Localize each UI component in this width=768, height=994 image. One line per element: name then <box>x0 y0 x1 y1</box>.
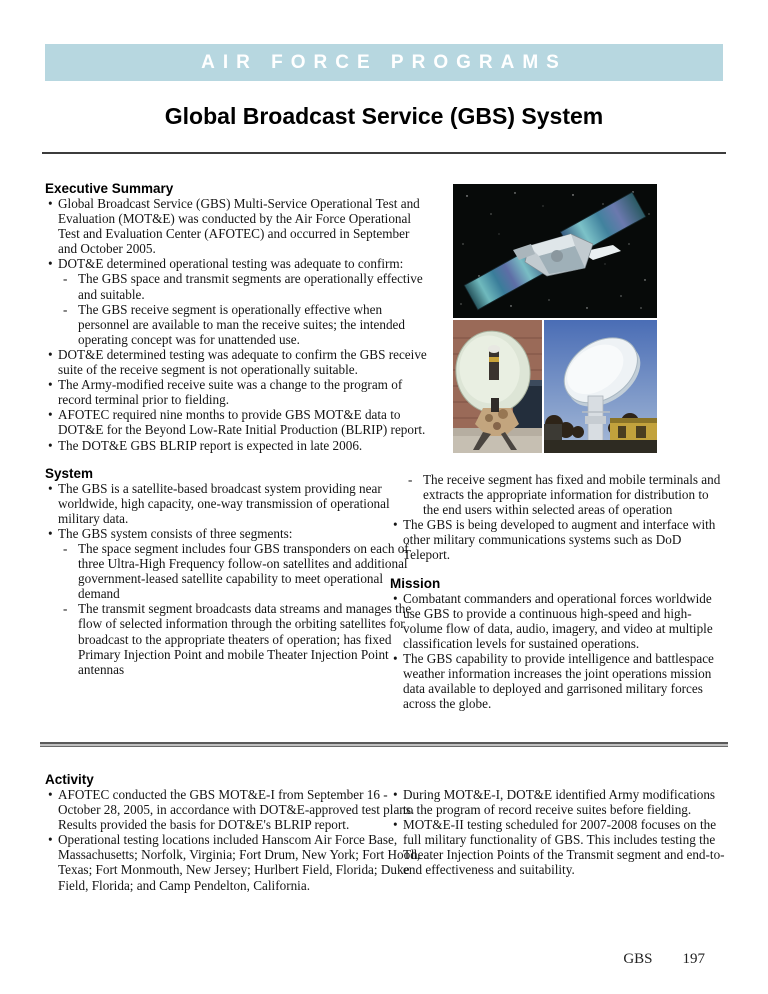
bullet-marker: • <box>48 407 53 423</box>
dash-marker: - <box>63 540 68 556</box>
dash-marker: - <box>63 271 68 287</box>
horizontal-rule-middle <box>40 742 728 747</box>
list-item-text: AFOTEC conducted the GBS MOT&E-I from September 16 - October 28, 2005, in accordance with DOT&E-approved test plans. Results provided the basis for DOT&E's BLRIP report. <box>58 787 415 833</box>
section-heading-system: System <box>45 465 94 481</box>
bullet-marker: • <box>48 832 53 848</box>
satellite-image <box>453 184 657 318</box>
bullet-marker: • <box>48 787 53 802</box>
mobile-dish-antenna-photo <box>453 320 542 453</box>
list-item <box>390 787 728 817</box>
activity-right-column <box>390 787 728 878</box>
list-item-text: The GBS capability to provide intelligence and battlespace weather information increases the joint operations mission data available to deployed and garrisoned military forces across the globe. <box>403 650 714 712</box>
bullet-marker: • <box>48 196 53 211</box>
list-item <box>45 347 428 377</box>
list-item-text: The space segment includes four GBS transponders on each of three Ultra-High Frequency follow-on satellites and additional government-leased satellite capability to meet operational demand <box>78 540 409 602</box>
list-subitem <box>45 271 428 301</box>
bullet-marker: • <box>48 256 53 272</box>
bullet-marker: • <box>393 517 398 533</box>
list-item-text: During MOT&E-I, DOT&E identified Army modifications to the program of record receive suites before fielding. <box>403 787 716 818</box>
list-subitem <box>45 302 428 347</box>
bullet-marker: • <box>48 377 53 393</box>
list-item-text: The DOT&E GBS BLRIP report is expected in late 2006. <box>58 437 363 453</box>
list-item <box>45 832 428 892</box>
dash-marker: - <box>408 472 413 487</box>
list-item <box>45 787 428 832</box>
list-item-text: The receive segment has fixed and mobile terminals and extracts the appropriate information for distribution to the end users within selected areas of operation <box>423 472 721 518</box>
program-banner <box>45 44 723 81</box>
dash-marker: - <box>63 601 68 617</box>
list-item-text: The transmit segment broadcasts data streams and manages the flow of selected information through the orbiting satellites for broadcast to the appropriate theaters of operation; has fixed Primary Injection Point and mobile Theater Injection Point antennas <box>78 601 412 677</box>
list-item-text: The GBS system consists of three segments: <box>58 525 293 541</box>
list-item-text: The GBS is being developed to augment and interface with other military communications systems such as DoD Teleport. <box>403 517 716 563</box>
list-item <box>45 407 428 437</box>
page-title: Global Broadcast Service (GBS) System <box>164 103 604 129</box>
list-item-text: DOT&E determined operational testing was adequate to confirm: <box>58 256 404 272</box>
list-item <box>45 481 428 526</box>
photo-collage <box>453 184 657 453</box>
list-item <box>45 256 428 271</box>
horizontal-rule-top <box>42 152 726 154</box>
list-item <box>390 817 728 877</box>
bullet-marker: • <box>48 480 53 496</box>
list-item <box>45 438 428 453</box>
section-heading-activity: Activity <box>45 772 94 787</box>
bullet-marker: • <box>48 437 53 453</box>
fixed-dish-antenna-photo <box>544 320 657 453</box>
bullet-marker: • <box>393 817 398 833</box>
list-item-text: AFOTEC required nine months to provide GBS MOT&E data to DOT&E for the Beyond Low-Rate Initial Production (BLRIP) report. <box>58 407 426 438</box>
list-item <box>390 651 728 711</box>
bullet-marker: • <box>393 787 398 802</box>
list-item-text: DOT&E determined testing was adequate to confirm the GBS receive suite of the receive segment is not operationally suitable. <box>58 346 427 378</box>
list-item <box>45 526 428 541</box>
page-footer <box>623 951 705 968</box>
bullet-marker: • <box>393 650 398 666</box>
right-column <box>390 472 728 711</box>
section-heading-executive-summary: Executive Summary <box>45 181 174 196</box>
list-item <box>390 517 728 562</box>
list-subitem <box>45 601 428 676</box>
list-item-text: The Army-modified receive suite was a change to the program of record terminal prior to fielding. <box>58 377 403 408</box>
list-item-text: MOT&E-II testing scheduled for 2007-2008 focuses on the full military functionality of GBS. This includes testing the Theater Injection Points of the Transmit segment and end-to-end effectiveness and suitability. <box>403 817 725 878</box>
section-heading-mission: Mission <box>390 575 441 591</box>
list-item-text: Operational testing locations included Hanscom Air Force Base, Massachusetts; Norfolk, Virginia; Fort Drum, New York; Fort Hood, Texas; Fort Monmouth, New Jersey; Hurlbert Field, Florida; Duke Field, Florida; and Camp Pendelton, California. <box>58 832 421 893</box>
footer-page-number: 197 <box>682 951 705 967</box>
list-item-text: Combatant commanders and operational forces worldwide use GBS to provide a continuous high-speed and high-volume flow of data, audio, imagery, and video at multiple classification levels for sustained operations. <box>403 590 713 651</box>
footer-program-label: GBS <box>623 951 653 967</box>
list-item <box>390 591 728 651</box>
list-item <box>45 196 428 256</box>
list-subitem <box>45 541 428 601</box>
list-subitem <box>390 472 728 517</box>
list-item-text: Global Broadcast Service (GBS) Multi-Service Operational Test and Evaluation (MOT&E) was conducted by the Air Force Operational Test and Evaluation Center (AFOTEC) and occurred in September and October 2005. <box>58 196 420 257</box>
activity-left-column <box>45 772 428 893</box>
list-item-text: The GBS space and transmit segments are operationally effective and suitable. <box>78 271 423 302</box>
list-item-text: The GBS receive segment is operationally effective when personnel are available to man the receive suites; the intended operating concept was for unattended use. <box>78 301 405 347</box>
list-item <box>45 377 428 407</box>
dash-marker: - <box>63 301 68 317</box>
left-column <box>45 181 428 677</box>
bullet-marker: • <box>393 590 398 606</box>
list-item-text: The GBS is a satellite-based broadcast system providing near worldwide, high capacity, one-way transmission of operational military data. <box>58 480 390 526</box>
bullet-marker: • <box>48 525 53 541</box>
banner-label: AIR FORCE PROGRAMS <box>201 51 567 73</box>
bullet-marker: • <box>48 346 53 362</box>
